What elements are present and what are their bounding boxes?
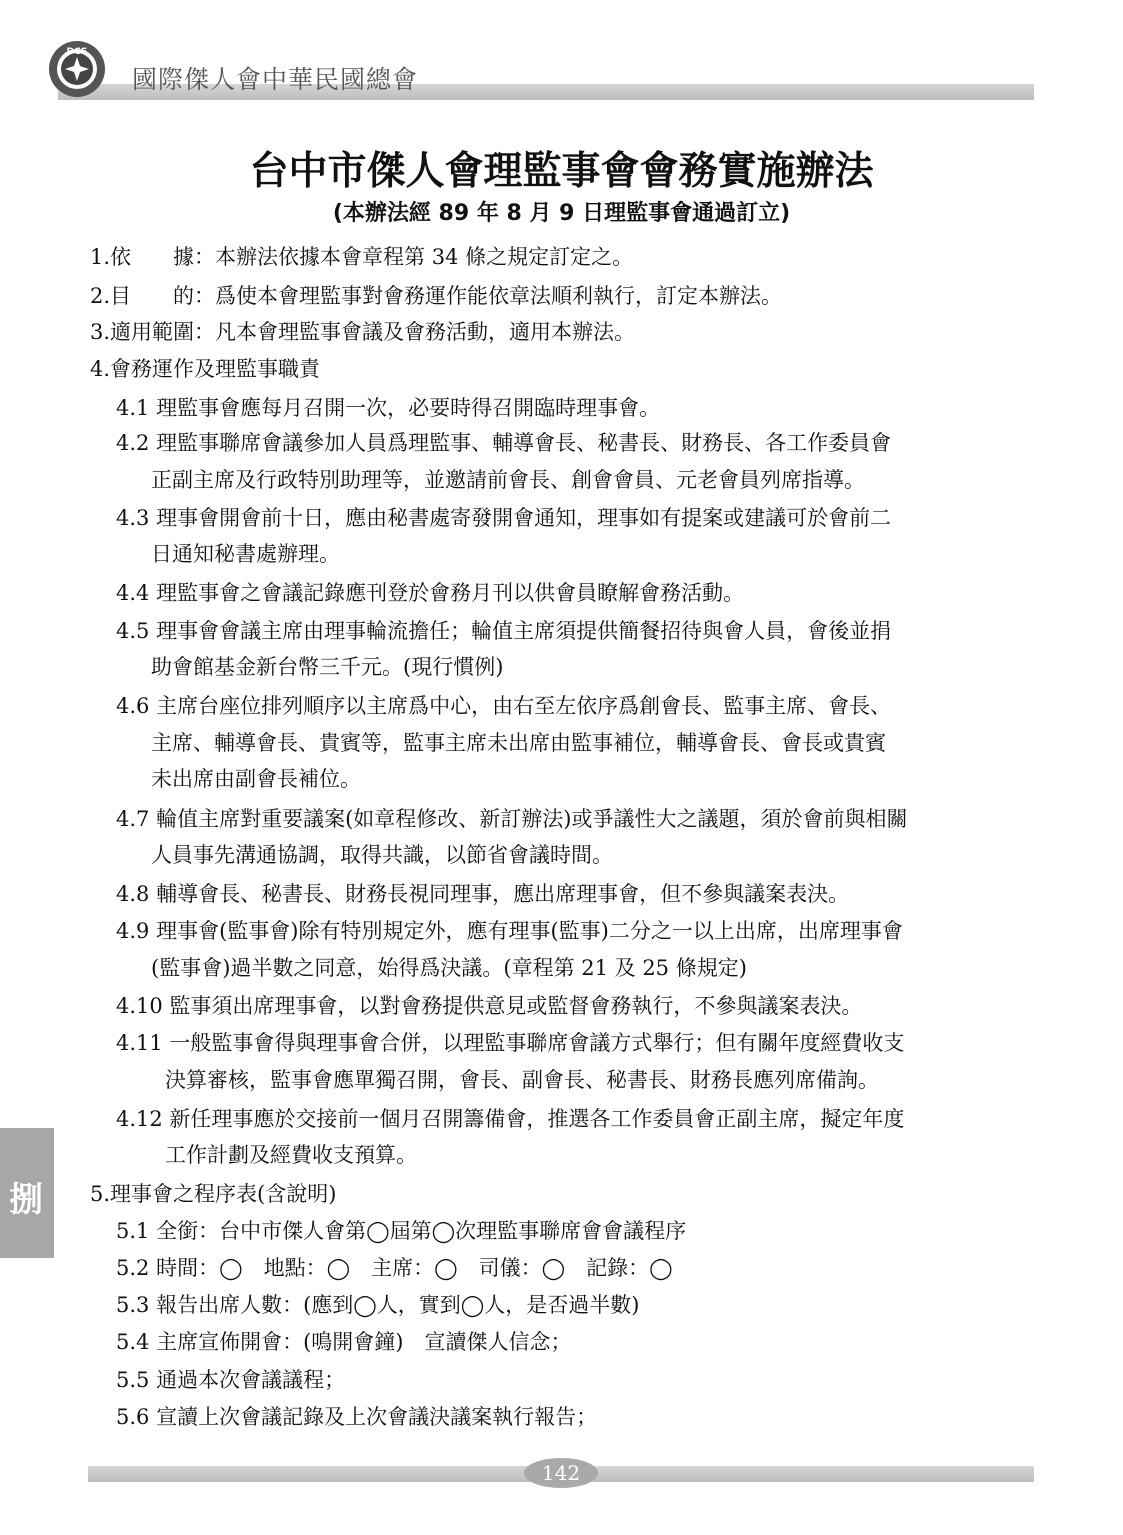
text-line: (監事會)過半數之同意，始得爲決議。(章程第 21 及 25 條規定): [151, 956, 747, 980]
text-line: 4.4 理監事會之會議記錄應刊登於會務月刊以供會員瞭解會務活動。: [116, 581, 745, 605]
text-line: 未出席由副會長補位。: [151, 767, 361, 791]
chapter-side-tab: [0, 1128, 54, 1258]
text-line: 4.8 輔導會長、秘書長、財務長視同理事，應出席理事會，但不參與議案表決。: [116, 882, 850, 906]
logo-text: DCS: [66, 47, 88, 57]
text-line: 4.1 理監事會應每月召開一次，必要時得召開臨時理事會。: [116, 396, 661, 420]
chapter-side-tab-label: 捌: [9, 1180, 43, 1220]
text-line: 5.3 報告出席人數：(應到◯人，實到◯人，是否過半數): [116, 1293, 640, 1317]
text-line: 4.會務運作及理監事職責: [90, 357, 321, 381]
text-line: 4.9 理事會(監事會)除有特別規定外，應有理事(監事)二分之一以上出席，出席理事會: [116, 919, 903, 943]
text-line: 5.2 時間：◯ 地點：◯ 主席：◯ 司儀：◯ 記錄：◯: [116, 1256, 673, 1280]
text-line: 4.2 理監事聯席會議參加人員爲理監事、輔導會長、秘書長、財務長、各工作委員會: [116, 431, 892, 455]
text-line: 正副主席及行政特別助理等，並邀請前會長、創會會員、元老會員列席指導。: [151, 468, 865, 492]
text-line: 1.依 據：本辦法依據本會章程第 34 條之規定訂定之。: [90, 245, 634, 269]
text-line: 主席、輔導會長、貴賓等，監事主席未出席由監事補位，輔導會長、會長或貴賓: [151, 731, 886, 755]
text-line: 4.10 監事須出席理事會，以對會務提供意見或監督會務執行，不參與議案表決。: [116, 994, 863, 1018]
text-line: 5.5 通過本次會議議程；: [116, 1368, 346, 1392]
text-line: 2.目 的：爲使本會理監事對會務運作能依章法順利執行，訂定本辦法。: [90, 284, 783, 308]
text-line: 日通知秘書處辦理。: [151, 542, 340, 566]
text-line: 3.適用範圍：凡本會理監事會議及會務活動，適用本辦法。: [90, 320, 636, 344]
text-line: 5.理事會之程序表(含說明): [90, 1182, 337, 1206]
document-title: 台中市傑人會理監事會會務實施辦法: [249, 149, 874, 194]
text-line: 5.6 宣讀上次會議記錄及上次會議決議案執行報告；: [116, 1405, 598, 1429]
text-line: 4.6 主席台座位排列順序以主席爲中心，由右至左依序爲創會長、監事主席、會長、: [116, 694, 892, 718]
document-subtitle: (本辦法經 89 年 8 月 9 日理監事會通過訂立): [332, 201, 791, 226]
text-line: 4.7 輪值主席對重要議案(如章程修改、新訂辦法)或爭議性大之議題，須於會前與相關: [116, 807, 908, 831]
organization-name: 國際傑人會中華民國總會: [132, 65, 419, 94]
text-line: 4.5 理事會會議主席由理事輪流擔任；輪值主席須提供簡餐招待與會人員，會後並捐: [116, 619, 892, 643]
text-line: 4.11 一般監事會得與理事會合併，以理監事聯席會議方式舉行；但有關年度經費收支: [116, 1031, 905, 1055]
text-line: 4.12 新任理事應於交接前一個月召開籌備會，推選各工作委員會正副主席，擬定年度: [116, 1107, 905, 1131]
text-line: 人員事先溝通協調，取得共識，以節省會議時間。: [151, 843, 613, 867]
text-line: 5.1 全銜：台中市傑人會第◯屆第◯次理監事聯席會會議程序: [116, 1219, 687, 1243]
page-number: 142: [541, 1461, 581, 1485]
text-line: 4.3 理事會開會前十日，應由秘書處寄發開會通知，理事如有提案或建議可於會前二: [116, 506, 892, 530]
text-line: 助會館基金新台幣三千元。(現行慣例): [151, 655, 504, 679]
text-line: 工作計劃及經費收支預算。: [165, 1143, 417, 1167]
text-line: 決算審核，監事會應單獨召開，會長、副會長、秘書長、財務長應列席備詢。: [165, 1068, 879, 1092]
organization-logo: [48, 40, 106, 98]
text-line: 5.4 主席宣佈開會：(鳴開會鐘) 宣讀傑人信念；: [116, 1330, 572, 1354]
